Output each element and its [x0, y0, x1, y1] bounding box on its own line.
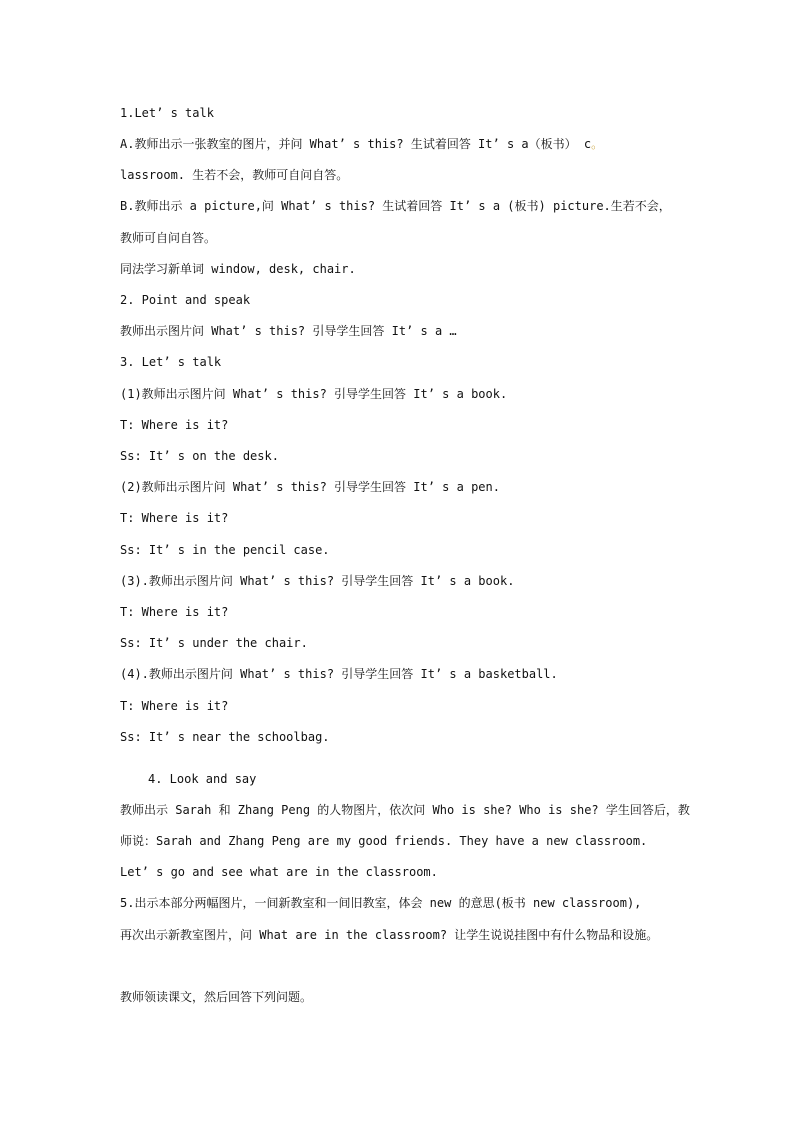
paragraph-a-line-1	[120, 135, 680, 153]
look-and-say-line-3: Let’ s go and see what are in the classroom.	[120, 865, 438, 879]
paragraph-b-line-1: B.教师出示 a picture,问 What’ s this? 生试着回答 It’ s a (板书) picture.生若不会，	[120, 199, 671, 213]
heading-look-and-say: 4. Look and say	[148, 772, 257, 786]
point-and-speak-line: 教师出示图片问 What’ s this? 引导学生回答 It’ s a …	[120, 324, 457, 338]
heading-lets-talk-1: 1.Let’ s talk	[120, 106, 214, 120]
paragraph-a-line-1-text: A.教师出示一张教室的图片，并问 What’ s this? 生试着回答 It’ s a（板书） c	[120, 137, 592, 151]
item-3-teacher: T: Where is it?	[120, 605, 229, 619]
item-2-students: Ss: It’ s in the pencil case.	[120, 543, 330, 557]
item-2-question: (2)教师出示图片问 What’ s this? 引导学生回答 It’ s a pen.	[120, 480, 500, 494]
closing-instruction: 教师领读课文，然后回答下列问题。	[120, 990, 313, 1004]
item-1-teacher: T: Where is it?	[120, 418, 229, 432]
cursor-mark: 。	[591, 137, 604, 151]
paragraph-b-line-2: 教师可自问自答。	[120, 231, 217, 245]
item-2-teacher: T: Where is it?	[120, 511, 229, 525]
item-4-question: (4).教师出示图片问 What’ s this? 引导学生回答 It’ s a basketball.	[120, 667, 558, 681]
section-5-line-2: 再次出示新教室图片，问 What are in the classroom? 让学生说说挂图中有什么物品和设施。	[120, 928, 659, 942]
item-1-students: Ss: It’ s on the desk.	[120, 449, 279, 463]
item-3-question: (3).教师出示图片问 What’ s this? 引导学生回答 It’ s a book.	[120, 574, 515, 588]
new-words-line: 同法学习新单词 window, desk, chair.	[120, 262, 356, 276]
heading-point-and-speak: 2. Point and speak	[120, 293, 251, 307]
item-4-teacher: T: Where is it?	[120, 699, 229, 713]
item-1-question: (1)教师出示图片问 What’ s this? 引导学生回答 It’ s a book.	[120, 387, 508, 401]
look-and-say-line-2: 师说：Sarah and Zhang Peng are my good friends. They have a new classroom.	[120, 834, 648, 848]
item-4-students: Ss: It’ s near the schoolbag.	[120, 730, 330, 744]
look-and-say-line-1: 教师出示 Sarah 和 Zhang Peng 的人物图片，依次问 Who is she? Who is she? 学生回答后，教	[120, 803, 690, 817]
paragraph-a-line-2: lassroom. 生若不会，教师可自问自答。	[120, 168, 349, 182]
section-5-line-1: 5.出示本部分两幅图片，一间新教室和一间旧教室，体会 new 的意思(板书 new classroom),	[120, 896, 642, 910]
item-3-students: Ss: It’ s under the chair.	[120, 636, 308, 650]
heading-lets-talk-3: 3. Let’ s talk	[120, 355, 222, 369]
